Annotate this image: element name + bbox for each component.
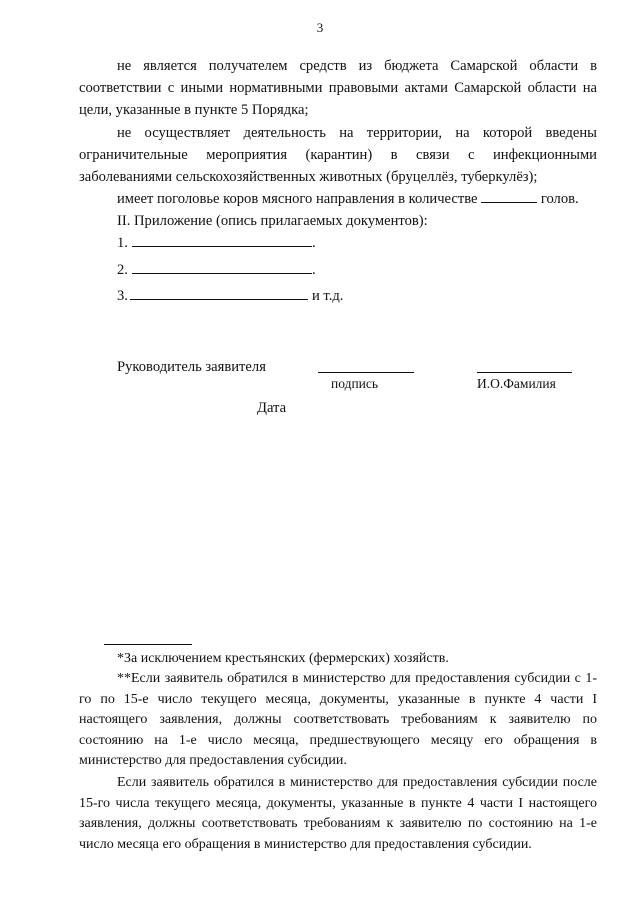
list-item: [117, 259, 316, 279]
list-item-suffix: .: [311, 235, 316, 251]
list-item-blank[interactable]: [132, 232, 312, 247]
list-item-blank[interactable]: [132, 259, 312, 274]
footnote-separator: [104, 644, 192, 645]
signature-line[interactable]: [318, 372, 414, 373]
list-item-suffix: и т.д.: [311, 288, 344, 304]
date-label: Дата: [257, 400, 287, 416]
cows-count-blank[interactable]: [481, 188, 537, 203]
paragraph-cows: [79, 188, 597, 210]
footnote-3: Если заявитель обратился в министерство для предоставления субсидии после 15-го числа текущего месяца, документы, указанные в пункте 4 части I настоящего заявления, должны соответствовать требованиям к заявителю по состоянию на 1-е число месяца его обращения в министерство для предоставления субсидии.: [79, 775, 597, 852]
signatory-title: Руководитель заявителя: [117, 359, 266, 375]
signature-caption: подпись: [331, 376, 379, 391]
application-body: [79, 55, 597, 233]
cows-text-before: имеет поголовье коров мясного направления в количестве: [117, 191, 478, 208]
paragraph-quarantine: не осуществляет деятельность на территории, на которой введены ограничительные мероприятия (карантин) в связи с инфекционными заболеваниями сельскохозяйственных животных (бруцеллёз, туберкулёз);: [79, 124, 597, 186]
list-item: [117, 232, 316, 252]
list-item: [117, 285, 343, 305]
footnotes: [79, 649, 597, 855]
footnote-1: *За исключением крестьянских (фермерских) хозяйств.: [117, 651, 449, 666]
cows-text-after: голов.: [540, 191, 579, 208]
name-line[interactable]: [477, 372, 572, 373]
footnote-2: **Если заявитель обратился в министерство для предоставления субсидии с 1-го по 15-е число текущего месяца, документы, указанные в пункте 4 части I настоящего заявления, должны соответствовать требованиям к заявителю по состоянию на 1-е число месяца, предшествующего месяцу его обращения в министерство для предоставления субсидии.: [79, 671, 597, 769]
appendix-heading: II. Приложение (опись прилагаемых документов):: [117, 213, 428, 230]
page-number: 3: [316, 20, 324, 35]
paragraph-budget: не является получателем средств из бюджета Самарской области в соответствии с иными нормативными правовыми актами Самарской области на цели, указанные в пункте 5 Порядка;: [79, 58, 597, 119]
list-item-suffix: .: [311, 262, 316, 278]
list-item-number: 2.: [117, 262, 128, 278]
list-item-number: 1.: [117, 235, 128, 251]
list-item-number: 3.: [117, 288, 128, 304]
name-caption: И.О.Фамилия: [477, 376, 556, 391]
list-item-blank[interactable]: [130, 285, 308, 300]
